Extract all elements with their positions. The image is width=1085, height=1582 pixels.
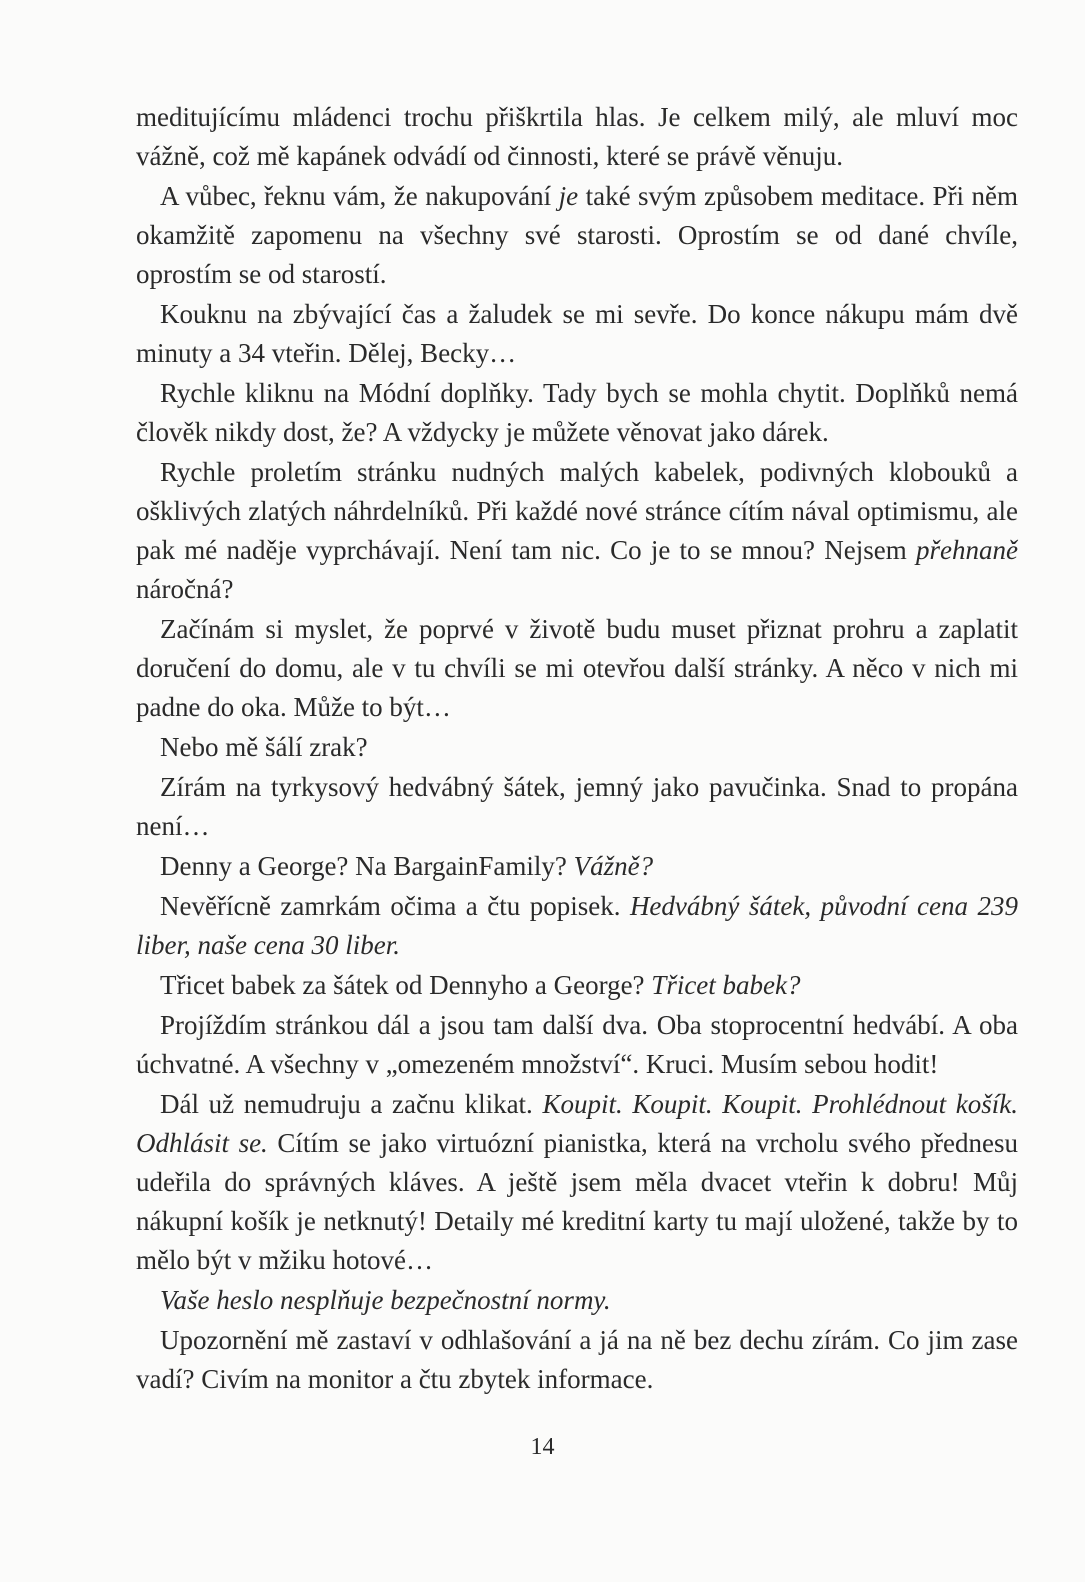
emphasis: Hedvábný šátek, původní cena 239 liber, naše cena 30 liber. (136, 891, 1018, 960)
paragraph: A vůbec, řeknu vám, že nakupování je také svým způsobem meditace. Při něm okamžitě zapomenu na všechny své starosti. Oprostím se od dané chvíle, oprostím se od starostí. (136, 181, 1019, 289)
emphasis: Třicet babek? (651, 970, 801, 1000)
paragraph: Začínám si myslet, že poprvé v životě budu muset přiznat prohru a zaplatit doručení do domu, ale v tu chvíli se mi otevřou další stránky. A něco v nich mi padne do oka. Může to být… (136, 614, 1018, 722)
emphasis: přehnaně (916, 535, 1018, 565)
paragraph: Nebo mě šálí zrak? (160, 732, 368, 762)
emphasis: Vážně? (573, 851, 654, 881)
paragraph: Rychle proletím stránku nudných malých kabelek, podivných klobouků a ošklivých zlatých náhrdelníků. Při každé nové stránce cítím nával optimismu, ale pak mé naděje vyprchávají. Není tam nic. Co je to se mnou? Nejsem přehnaně náročná? (136, 457, 1018, 604)
paragraph: Zírám na tyrkysový hedvábný šátek, jemný jako pavučinka. Snad to propána není… (136, 772, 1018, 841)
paragraph: Vaše heslo nesplňuje bezpečnostní normy. (160, 1285, 611, 1315)
paragraph: Dál už nemudruju a začnu klikat. Koupit. Koupit. Koupit. Prohlédnout košík. Odhlásit se. Cítím se jako virtuózní pianistka, která na vrcholu svého přednesu udeřila do správných kláves. A ještě jsem měla dvacet vteřin k dobru! Můj nákupní košík je netknutý! Detaily mé kreditní karty tu mají uložené, takže by to mělo být v mžiku hotové… (136, 1089, 1018, 1275)
paragraph: Nevěřícně zamrkám očima a čtu popisek. Hedvábný šátek, původní cena 239 liber, naše cena 30 liber. (136, 891, 1018, 960)
paragraph: Denny a George? Na BargainFamily? Vážně? (160, 851, 654, 881)
paragraph: Projíždím stránkou dál a jsou tam další dva. Oba stoprocentní hedvábí. A oba úchvatné. A všechny v „omezeném množství“. Kruci. Musím sebou hodit! (136, 1010, 1018, 1079)
paragraph: Kouknu na zbývající čas a žaludek se mi sevře. Do konce nákupu mám dvě minuty a 34 vteřin. Dělej, Becky… (136, 299, 1018, 368)
body-text (136, 98, 1018, 1400)
paragraph: Třicet babek za šátek od Dennyho a George? Třicet babek? (160, 970, 801, 1000)
paragraph: Rychle kliknu na Módní doplňky. Tady bych se mohla chytit. Doplňků nemá člověk nikdy dost, že? A vždycky je můžete věnovat jako dárek. (136, 378, 1018, 447)
emphasis: je (558, 181, 579, 211)
paragraph: meditujícímu mládenci trochu přiškrtila hlas. Je celkem milý, ale mluví moc vážně, což mě kapánek odvádí od činnosti, které se právě věnuju. (136, 102, 1018, 171)
emphasis: Koupit. Koupit. Koupit. Prohlédnout košík. Odhlásit se. (136, 1089, 1018, 1158)
page-number: 14 (530, 1434, 555, 1460)
paragraph: Upozornění mě zastaví v odhlašování a já na ně bez dechu zírám. Co jim zase vadí? Civím na monitor a čtu zbytek informace. (136, 1325, 1018, 1394)
